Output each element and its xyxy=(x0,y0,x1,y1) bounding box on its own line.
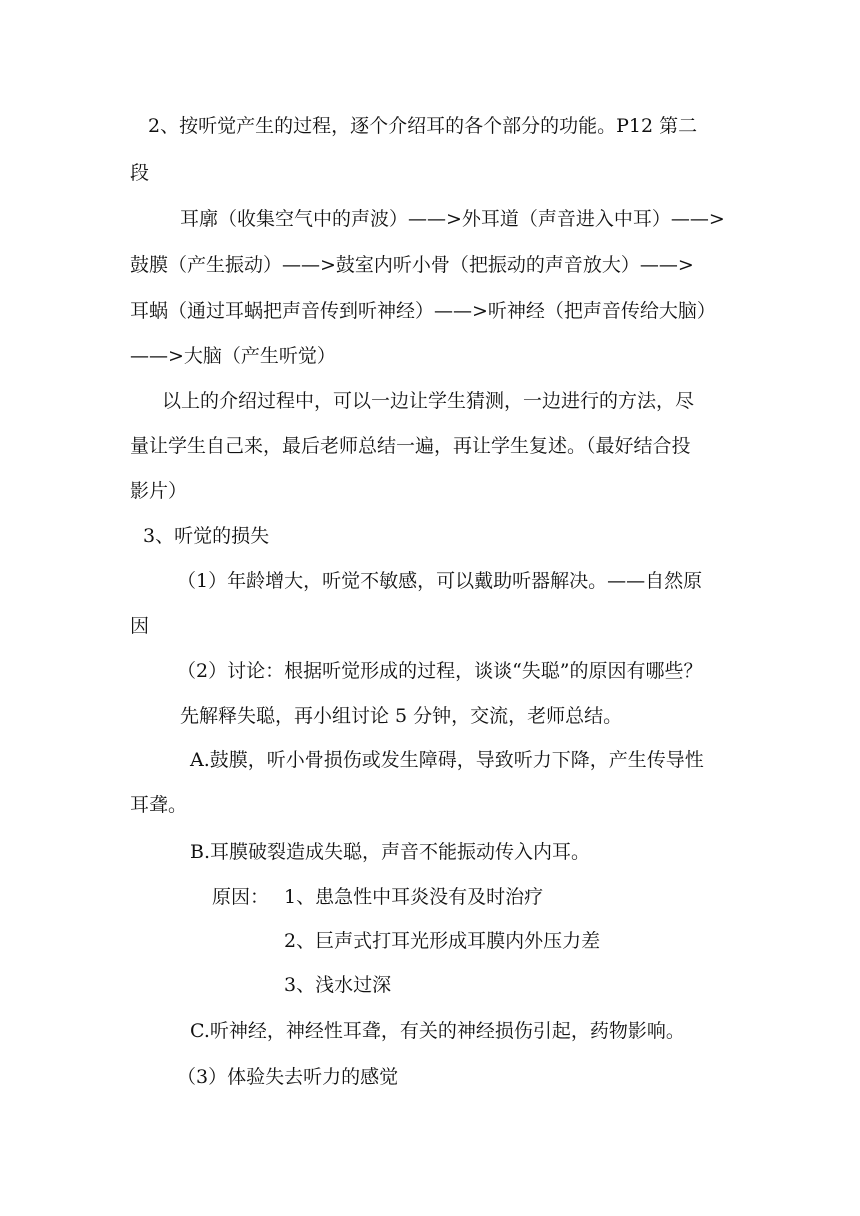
paragraph-line: （3）体验失去听力的感觉 xyxy=(177,1066,399,1088)
list-item: 3、浅水过深 xyxy=(284,974,392,996)
list-item: 1、患急性中耳炎没有及时治疗 xyxy=(284,886,544,908)
paragraph-line: 耳聋。 xyxy=(130,794,188,816)
paragraph-line: （2）讨论：根据听觉形成的过程，谈谈“失聪”的原因有哪些？ xyxy=(177,660,703,682)
paragraph-line: 量让学生自己来，最后老师总结一遍，再让学生复述。（最好结合投 xyxy=(130,435,691,457)
paragraph-line: B.耳膜破裂造成失聪，声音不能振动传入内耳。 xyxy=(190,841,591,863)
section-heading: 3、听觉的损失 xyxy=(143,525,270,547)
paragraph-line: 耳廓（收集空气中的声波）——>外耳道（声音进入中耳）——> xyxy=(180,208,725,230)
paragraph-line: 耳蜗（通过耳蜗把声音传到听神经）——>听神经（把声音传给大脑） xyxy=(130,300,716,322)
paragraph-line: C.听神经，神经性耳聋，有关的神经损伤引起，药物影响。 xyxy=(190,1020,685,1042)
paragraph-line: 以上的介绍过程中，可以一边让学生猜测，一边进行的方法，尽 xyxy=(162,390,695,412)
paragraph-line: （1）年龄增大，听觉不敏感，可以戴助听器解决。——自然原 xyxy=(177,570,703,592)
paragraph-line: ——>大脑（产生听觉） xyxy=(130,345,336,367)
paragraph-line: 影片） xyxy=(130,480,188,502)
list-item: 2、巨声式打耳光形成耳膜内外压力差 xyxy=(284,930,601,952)
paragraph-line: 鼓膜（产生振动）——>鼓室内听小骨（把振动的声音放大）——> xyxy=(130,254,694,276)
paragraph-line: 2、按听觉产生的过程，逐个介绍耳的各个部分的功能。P12 第二 xyxy=(148,115,698,137)
paragraph-line: 因 xyxy=(130,615,150,637)
paragraph-line: A.鼓膜，听小骨损伤或发生障碍，导致听力下降，产生传导性 xyxy=(190,749,704,771)
paragraph-line: 段 xyxy=(130,162,150,184)
reason-label: 原因： xyxy=(212,886,270,908)
paragraph-line: 先解释失聪，再小组讨论 5 分钟，交流，老师总结。 xyxy=(180,705,623,727)
